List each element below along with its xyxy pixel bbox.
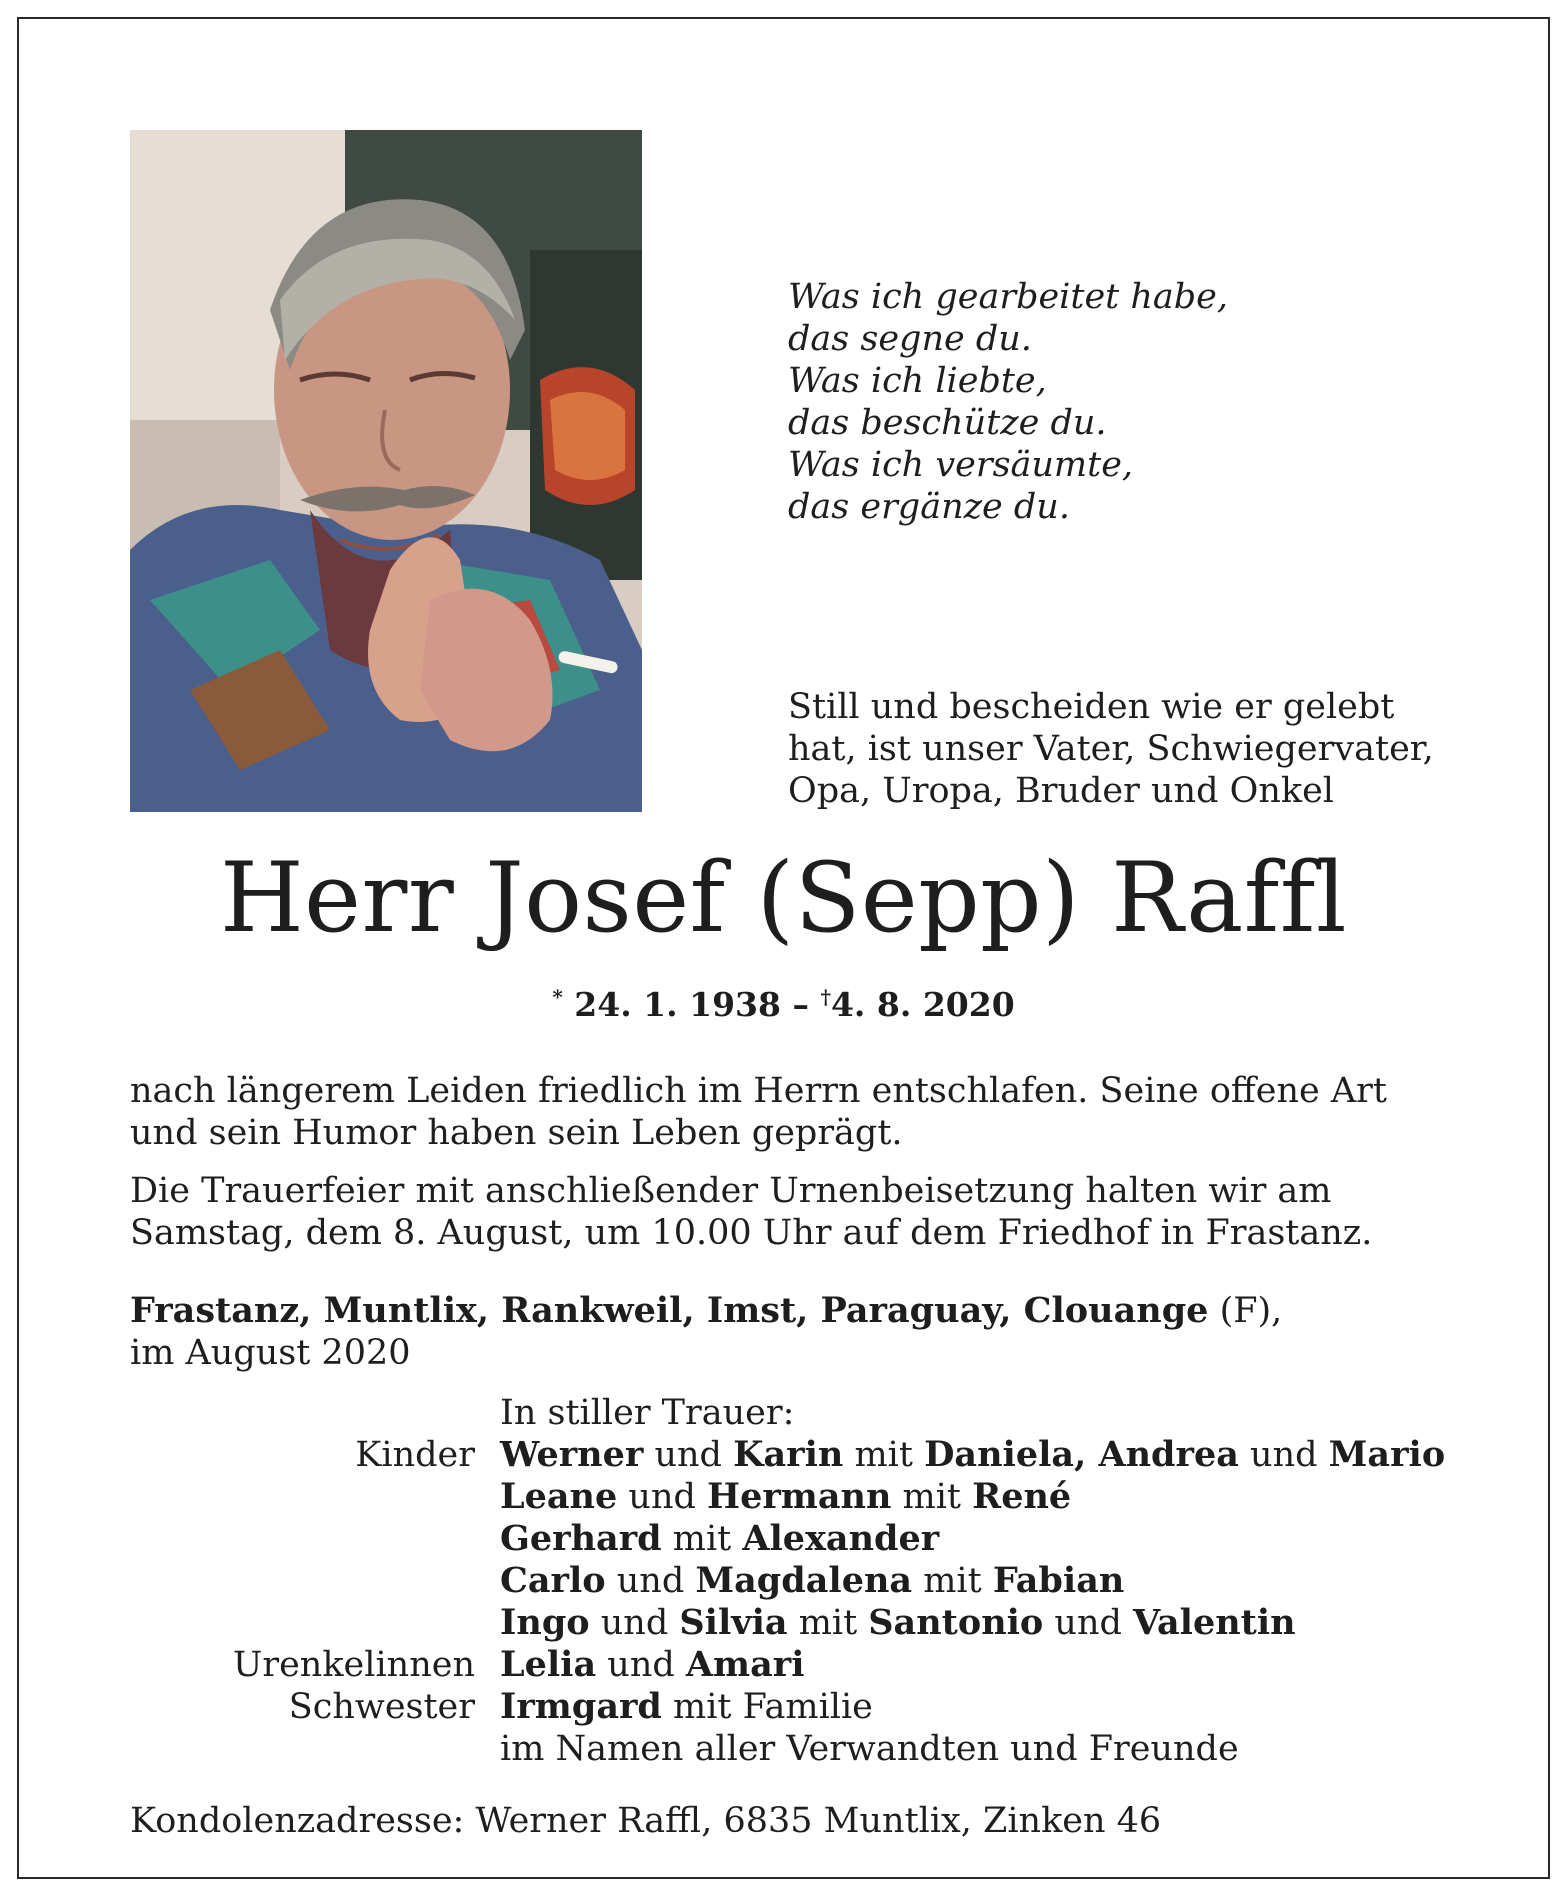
mourners-heading: In stiller Trauer: bbox=[500, 1393, 795, 1433]
mourner-row bbox=[0, 1560, 1567, 1602]
mourner-relation-label: Urenkelinnen bbox=[232, 1645, 475, 1685]
motto-line: Was ich versäumte, bbox=[788, 445, 1134, 485]
mourner-connector: und bbox=[643, 1435, 734, 1475]
mourner-row bbox=[0, 1476, 1567, 1518]
mourner-name: Fabian bbox=[992, 1560, 1125, 1601]
mourner-name: Karin bbox=[733, 1434, 844, 1475]
portrait-photo bbox=[130, 130, 642, 812]
mourner-row bbox=[0, 1602, 1567, 1644]
mourner-name: Carlo bbox=[500, 1560, 606, 1601]
ceremony-paragraph: Die Trauerfeier mit anschließender Urnenbeisetzung halten wir am Samstag, dem 8. August, um 10.00 Uhr auf dem Friedhof in Frastanz. bbox=[130, 1171, 1373, 1253]
mourner-names bbox=[500, 1476, 1071, 1518]
life-dates bbox=[0, 985, 1567, 1024]
death-symbol: † bbox=[820, 985, 831, 1009]
mourner-connector: mit bbox=[661, 1519, 743, 1559]
motto-verse bbox=[788, 276, 1228, 528]
mourner-connector: und bbox=[605, 1561, 696, 1601]
mourner-name: Lelia bbox=[500, 1644, 597, 1685]
mourner-connector: und bbox=[589, 1603, 680, 1643]
mourner-name: Silvia bbox=[679, 1602, 788, 1643]
mourner-connector: und bbox=[617, 1477, 708, 1517]
birth-date: 24. 1. 1938 bbox=[574, 985, 781, 1024]
mourner-connector: mit bbox=[891, 1477, 973, 1517]
mourner-connector: im Namen aller Verwandten und Freunde bbox=[500, 1729, 1239, 1769]
mourner-name: Werner bbox=[500, 1434, 644, 1475]
mourner-name: Amari bbox=[685, 1644, 805, 1685]
motto-line: Was ich gearbeitet habe, bbox=[788, 277, 1228, 317]
deceased-name: Herr Josef (Sepp) Raffl bbox=[219, 842, 1348, 954]
intro-text: Still und bescheiden wie er gelebt hat, ist unser Vater, Schwiegervater, Opa, Uropa, Bruder und Onkel bbox=[788, 687, 1434, 811]
mourner-names bbox=[500, 1560, 1124, 1602]
mourner-row bbox=[0, 1644, 1567, 1686]
mourner-name: Mario bbox=[1328, 1434, 1446, 1475]
mourner-relation-label: Schwester bbox=[288, 1687, 475, 1727]
date-separator: – bbox=[792, 985, 809, 1024]
mourner-name: Gerhard bbox=[500, 1518, 662, 1559]
mourner-connector: mit Familie bbox=[661, 1687, 873, 1727]
mourner-name: Daniela, Andrea bbox=[924, 1434, 1239, 1475]
motto-line: das beschütze du. bbox=[788, 403, 1107, 443]
mourner-relation-label: Kinder bbox=[355, 1435, 475, 1475]
passing-paragraph: nach längerem Leiden friedlich im Herrn entschlafen. Seine offene Art und sein Humor haben sein Leben geprägt. bbox=[130, 1071, 1387, 1153]
motto-line: das segne du. bbox=[788, 319, 1032, 359]
mourner-row bbox=[0, 1686, 1567, 1728]
mourner-name: Valentin bbox=[1133, 1602, 1296, 1643]
mourner-names bbox=[500, 1434, 1445, 1476]
mourner-names bbox=[500, 1518, 939, 1560]
places-names: Frastanz, Muntlix, Rankweil, Imst, Paraguay, Clouange bbox=[130, 1290, 1209, 1331]
motto-line: Was ich liebte, bbox=[788, 361, 1047, 401]
mourner-connector: und bbox=[1238, 1435, 1329, 1475]
mourner-connector: und bbox=[596, 1645, 686, 1685]
places-country: (F), bbox=[1208, 1291, 1283, 1331]
mourner-name: Alexander bbox=[742, 1518, 940, 1559]
places-block bbox=[130, 1290, 1282, 1374]
mourner-connector: mit bbox=[912, 1561, 993, 1601]
mourner-name: René bbox=[972, 1476, 1072, 1517]
mourner-names bbox=[500, 1686, 873, 1728]
motto-line: das ergänze du. bbox=[788, 487, 1070, 527]
mourner-connector: und bbox=[1043, 1603, 1134, 1643]
mourner-connector: mit bbox=[843, 1435, 925, 1475]
death-date: 4. 8. 2020 bbox=[830, 985, 1015, 1024]
mourner-connector: mit bbox=[787, 1603, 869, 1643]
mourner-row bbox=[0, 1518, 1567, 1560]
mourner-names bbox=[500, 1602, 1296, 1644]
mourner-names bbox=[500, 1728, 1239, 1770]
condolence-address: Kondolenzadresse: Werner Raffl, 6835 Muntlix, Zinken 46 bbox=[130, 1801, 1162, 1841]
mourner-names bbox=[500, 1644, 805, 1686]
mourner-name: Magdalena bbox=[695, 1560, 913, 1601]
mourner-name: Irmgard bbox=[500, 1686, 662, 1727]
mourner-name: Ingo bbox=[500, 1602, 590, 1643]
birth-symbol: * bbox=[552, 985, 563, 1009]
mourner-name: Leane bbox=[500, 1476, 618, 1517]
mourner-row bbox=[0, 1728, 1567, 1770]
places-date: im August 2020 bbox=[130, 1333, 411, 1373]
mourner-row bbox=[0, 1434, 1567, 1476]
mourners-list bbox=[0, 1392, 1567, 1770]
mourner-name: Santonio bbox=[868, 1602, 1044, 1643]
mourner-name: Hermann bbox=[707, 1476, 892, 1517]
